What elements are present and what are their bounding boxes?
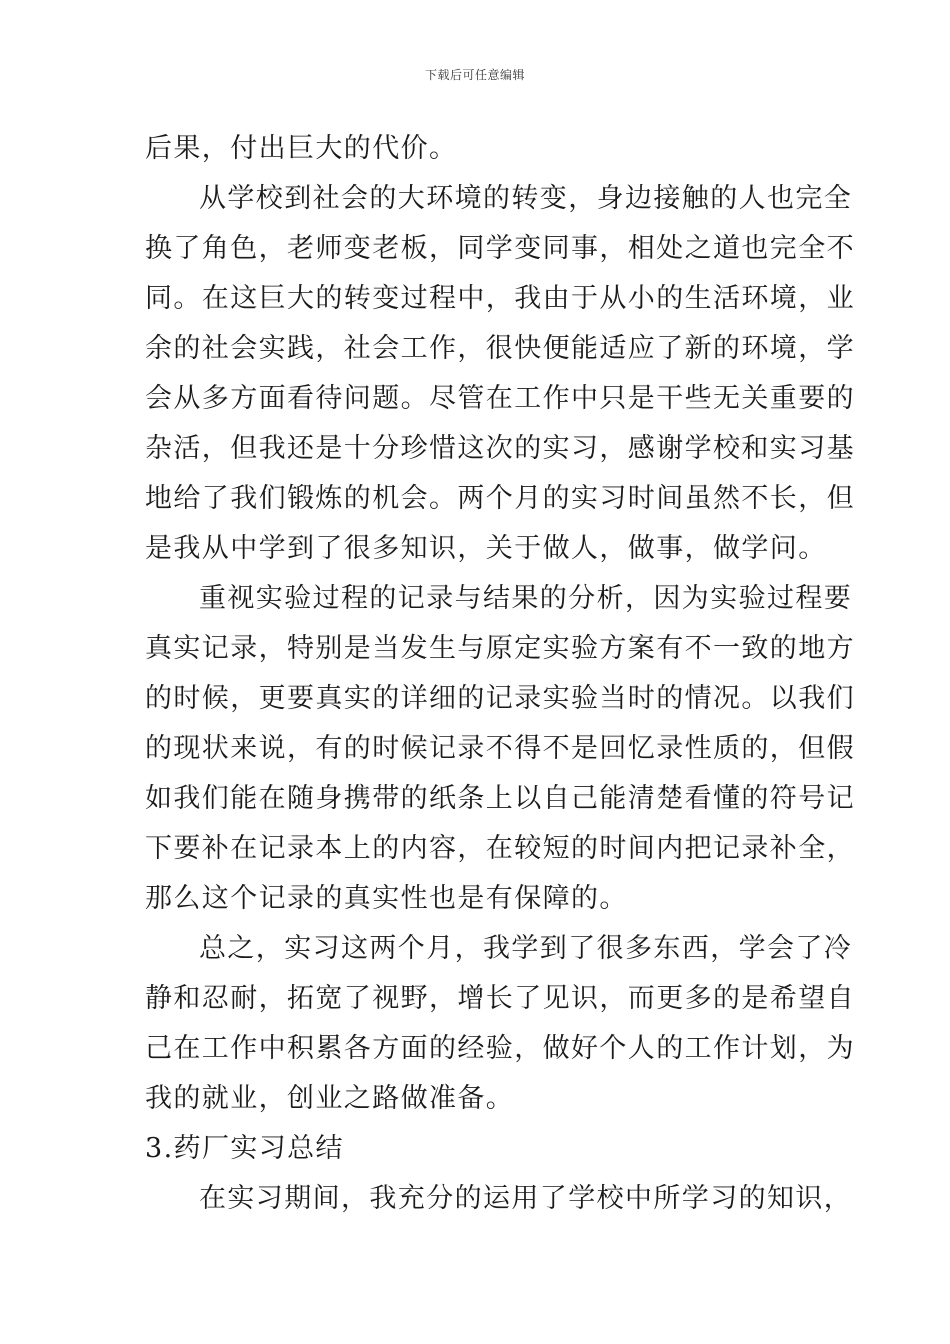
text-line: 杂活，但我还是十分珍惜这次的实习，感谢学校和实习基 (145, 433, 855, 464)
text-line: 会从多方面看待问题。尽管在工作中只是干些无关重要的 (145, 383, 855, 414)
page-header: 下载后可任意编辑 (424, 68, 525, 82)
text-line: 静和忍耐，拓宽了视野，增长了见识，而更多的是希望自 (145, 983, 855, 1014)
text-line: 我的就业，创业之路做准备。 (145, 1083, 515, 1114)
text-line: 真实记录，特别是当发生与原定实验方案有不一致的地方 (145, 633, 855, 664)
text-line: 的现状来说，有的时候记录不得不是回忆录性质的，但假 (145, 733, 855, 764)
text-line: 下要补在记录本上的内容，在较短的时间内把记录补全， (145, 833, 855, 864)
section-heading: 3.药厂实习总结 (145, 1133, 344, 1164)
text-line: 如我们能在随身携带的纸条上以自己能清楚看懂的符号记 (145, 783, 855, 814)
text-line: 那么这个记录的真实性也是有保障的。 (145, 883, 628, 914)
paragraph-first-line: 从学校到社会的大环境的转变，身边接触的人也完全 (199, 183, 853, 214)
text-line: 同。在这巨大的转变过程中，我由于从小的生活环境，业 (145, 283, 855, 314)
text-line: 后果，付出巨大的代价。 (145, 133, 458, 164)
text-line: 余的社会实践，社会工作，很快便能适应了新的环境，学 (145, 333, 855, 364)
text-line: 的时候，更要真实的详细的记录实验当时的情况。以我们 (145, 683, 855, 714)
text-line: 是我从中学到了很多知识，关于做人，做事，做学问。 (145, 533, 827, 564)
text-line: 换了角色，老师变老板，同学变同事，相处之道也完全不 (145, 233, 855, 264)
paragraph-first-line: 在实习期间，我充分的运用了学校中所学习的知识， (199, 1183, 853, 1214)
paragraph-first-line: 总之，实习这两个月，我学到了很多东西，学会了冷 (199, 933, 853, 964)
text-line: 己在工作中积累各方面的经验，做好个人的工作计划，为 (145, 1033, 855, 1064)
paragraph-first-line: 重视实验过程的记录与结果的分析，因为实验过程要 (199, 583, 853, 614)
text-line: 地给了我们锻炼的机会。两个月的实习时间虽然不长，但 (145, 483, 855, 514)
